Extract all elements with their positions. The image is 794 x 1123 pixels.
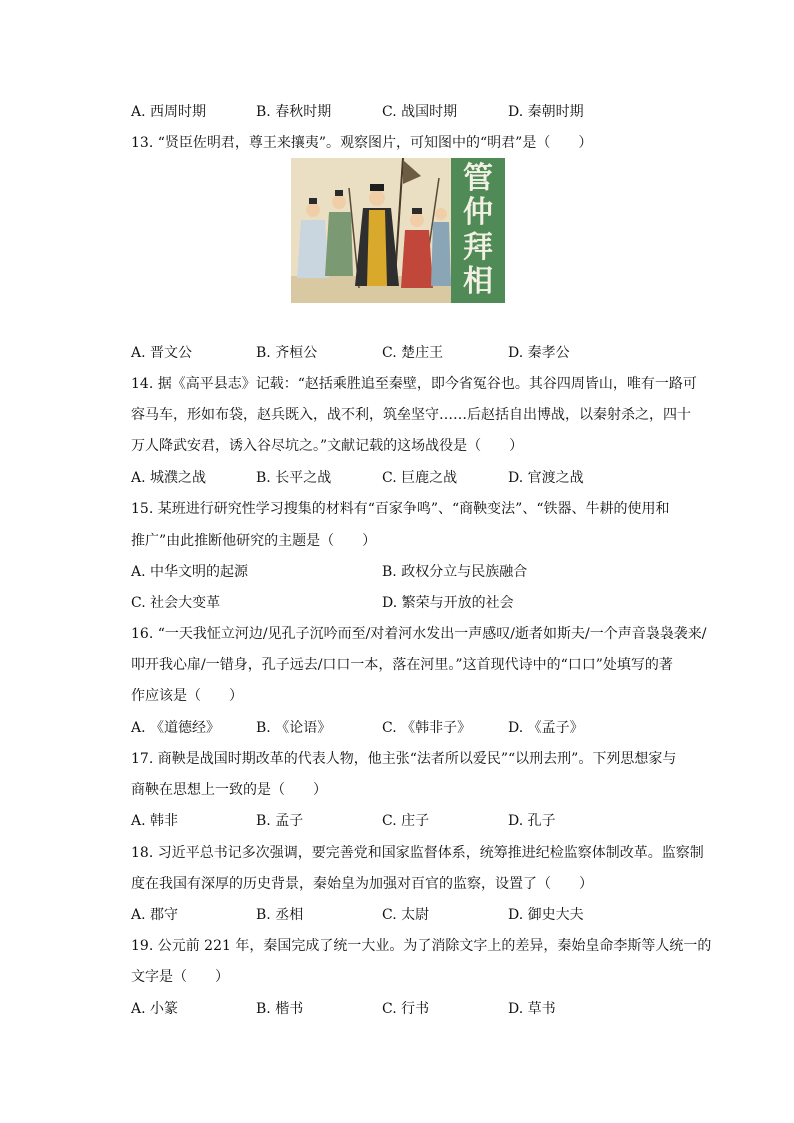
q17-option-d: D. 孔子	[508, 813, 556, 829]
q15-option-a: A. 中华文明的起源	[131, 564, 249, 580]
q18-stem-line: 18. 习近平总书记多次强调，要完善党和国家监督体系，统筹推进纪检监察体制改革。监察制	[131, 845, 704, 861]
q13-option-c: C. 楚庄王	[382, 345, 444, 361]
q18-option-c: C. 太尉	[382, 907, 430, 923]
q16-option-a: A. 《道德经》	[131, 720, 221, 736]
q18-option-b: B. 丞相	[256, 907, 304, 923]
q13-option-a: A. 晋文公	[131, 345, 193, 361]
q17-option-b: B. 孟子	[256, 813, 304, 829]
q18-option-a: A. 郡守	[131, 907, 179, 923]
q12-option-c: C. 战国时期	[382, 104, 458, 120]
image-title-char: 管	[463, 161, 493, 197]
q12-option-b: B. 春秋时期	[256, 104, 332, 120]
q14-option-c: C. 巨鹿之战	[382, 470, 458, 486]
q19-stem-line: 文字是（ ）	[131, 969, 229, 985]
q19-option-c: C. 行书	[382, 1001, 430, 1017]
q16-option-d: D. 《孟子》	[508, 720, 584, 736]
image-title-panel	[451, 158, 505, 303]
q19-option-b: B. 楷书	[256, 1001, 304, 1017]
q14-stem-line: 容马车，形如布袋，赵兵既入，战不利，筑垒坚守……后赵括自出博战，以秦射杀之，四十	[131, 407, 691, 423]
q17-stem-line: 17. 商鞅是战国时期改革的代表人物，他主张“法者所以爱民”“以刑去刑”。下列思想家与	[131, 751, 677, 767]
q19-stem-line: 19. 公元前 221 年，秦国完成了统一大业。为了消除文字上的差异，秦始皇命李斯等人统一的	[131, 938, 712, 954]
q13-option-b: B. 齐桓公	[256, 345, 318, 361]
q16-stem-line: 16. “一天我怔立河边/见孔子沉吟而至/对着河水发出一声感叹/逝者如斯夫/一个声音袅袅袭来/	[131, 626, 707, 642]
q15-stem-line: 15. 某班进行研究性学习搜集的材料有“百家争鸣”、“商鞅变法”、“铁器、牛耕的使用和	[131, 501, 670, 517]
q16-option-c: C. 《韩非子》	[382, 720, 472, 736]
q16-stem-line: 作应该是（ ）	[131, 688, 243, 704]
q18-option-d: D. 御史大夫	[508, 907, 584, 923]
image-title-char: 拜	[463, 229, 493, 265]
court-scene-image	[291, 158, 451, 303]
q14-stem-line: 14. 据《高平县志》记载：“赵括乘胜追至秦壁，即今省冤谷也。其谷四周皆山，唯有一路可	[131, 376, 697, 392]
q15-option-c: C. 社会大变革	[131, 595, 221, 611]
q19-option-a: A. 小篆	[131, 1001, 179, 1017]
q12-option-a: A. 西周时期	[131, 104, 207, 120]
q13-stem: 13. “贤臣佐明君，尊王来攘夷”。观察图片，可知图中的“明君”是（ ）	[131, 135, 593, 151]
q13-illustration	[291, 158, 505, 303]
q17-option-a: A. 韩非	[131, 813, 179, 829]
q18-stem-line: 度在我国有深厚的历史背景，秦始皇为加强对百官的监察，设置了（ ）	[131, 876, 593, 892]
q19-option-d: D. 草书	[508, 1001, 556, 1017]
q14-option-a: A. 城濮之战	[131, 470, 207, 486]
q15-option-d: D. 繁荣与开放的社会	[382, 595, 514, 611]
image-title-char: 相	[463, 263, 493, 299]
q16-stem-line: 叩开我心扉/一错身，孔子远去/口口一本，落在河里。”这首现代诗中的“口口”处填写的著	[131, 657, 673, 673]
q14-stem-line: 万人降武安君，诱入谷尽坑之。”文献记载的这场战役是（ ）	[131, 438, 524, 454]
q15-stem-line: 推广”由此推断他研究的主题是（ ）	[131, 533, 377, 549]
q17-stem-line: 商鞅在思想上一致的是（ ）	[131, 782, 327, 798]
q14-option-b: B. 长平之战	[256, 470, 332, 486]
image-title-char: 仲	[463, 195, 493, 231]
q15-option-b: B. 政权分立与民族融合	[382, 564, 528, 580]
q16-option-b: B. 《论语》	[256, 720, 332, 736]
q13-option-d: D. 秦孝公	[508, 345, 570, 361]
q14-option-d: D. 官渡之战	[508, 470, 584, 486]
q12-option-d: D. 秦朝时期	[508, 104, 584, 120]
q17-option-c: C. 庄子	[382, 813, 430, 829]
